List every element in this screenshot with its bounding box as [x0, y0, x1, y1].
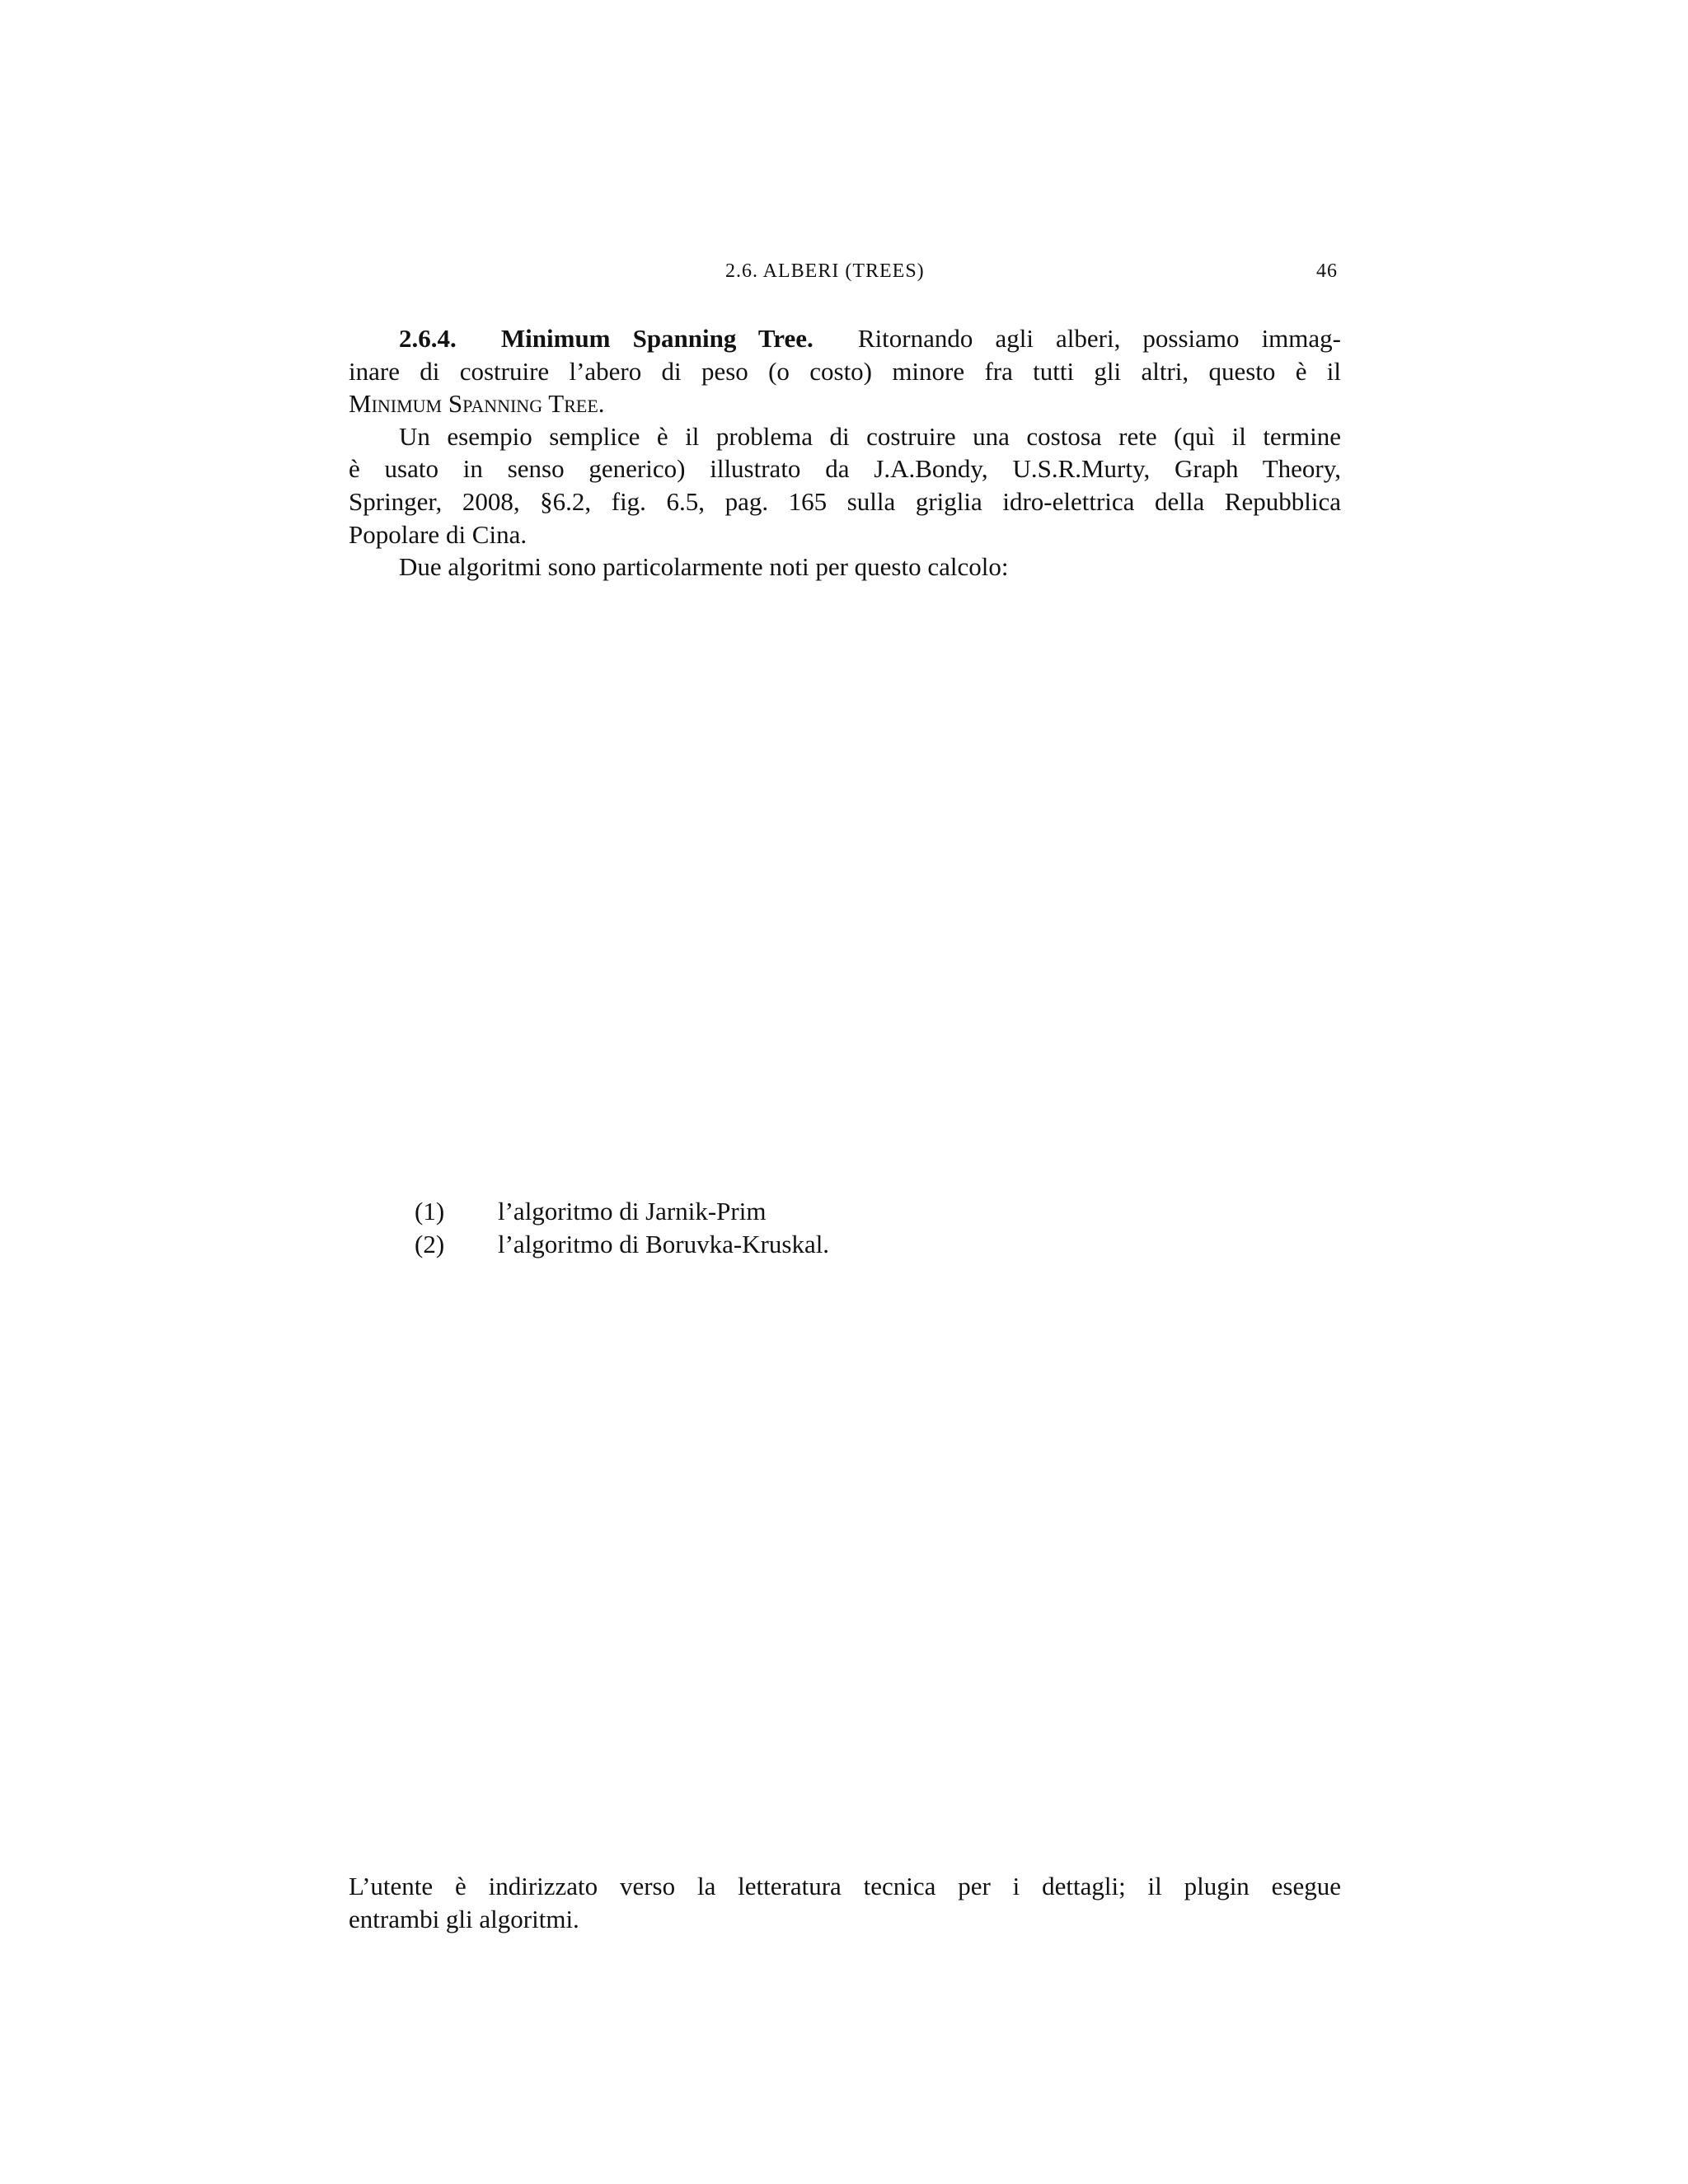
running-header: 2.6. ALBERI (TREES) — [725, 260, 925, 282]
section-first-line — [349, 322, 1341, 355]
term-small-caps: Minimum Spanning Tree. — [349, 389, 605, 419]
section-title: Minimum Spanning Tree. — [500, 324, 814, 353]
paragraph-line: inare di costruire l’abero di peso (o costo) minore fra tutti gli altri, questo è il — [349, 356, 1341, 386]
list-item-marker: (1) — [415, 1197, 445, 1226]
paragraph-line: Springer, 2008, §6.2, fig. 6.5, pag. 165 sulla griglia idro-elettrica della Repubblica — [349, 486, 1341, 516]
paragraph-line: Ritornando agli alberi, possiamo immag- — [857, 324, 1341, 353]
list-item: l’algoritmo di Boruvka-Kruskal. — [498, 1230, 830, 1258]
closing-paragraph — [349, 1870, 1341, 1935]
page-number: 46 — [1316, 260, 1338, 282]
section-number: 2.6.4. — [399, 324, 457, 353]
list-item: l’algoritmo di Jarnik-Prim — [498, 1197, 767, 1226]
paragraph-line: L’utente è indirizzato verso la letteratura tecnica per i dettagli; il plugin esegue — [349, 1872, 1341, 1900]
list-item-marker: (2) — [415, 1230, 445, 1258]
paragraph-line: entrambi gli algoritmi. — [349, 1904, 579, 1933]
section-body — [349, 322, 1341, 583]
paragraph-line: Un esempio semplice è il problema di costruire una costosa rete (quì il termine — [399, 421, 1341, 451]
paragraph-line: Due algoritmi sono particolarmente noti per questo calcolo: — [399, 552, 1009, 582]
paragraph-line: Popolare di Cina. — [349, 519, 528, 549]
paragraph-line: è usato in senso generico) illustrato da J.A.Bondy, U.S.R.Murty, Graph Theory, — [349, 454, 1341, 484]
